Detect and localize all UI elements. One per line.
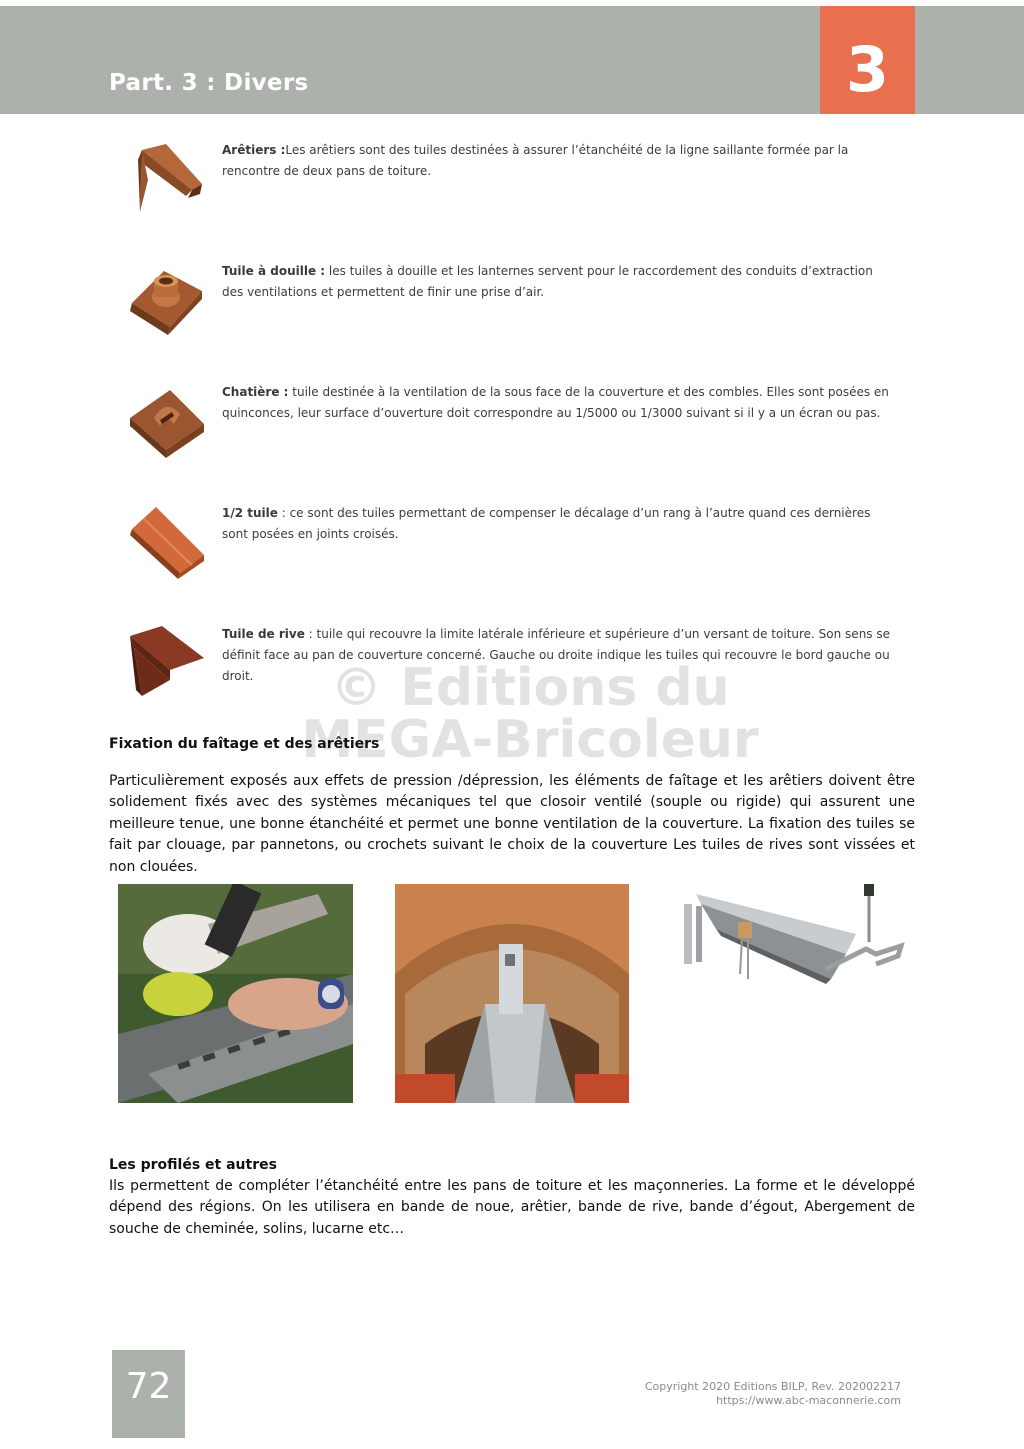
- tile-definition: les tuiles à douille et les lanternes servent pour le raccordement des conduits d’extraction des ventilations et permettent de finir une prise d’air.: [222, 264, 873, 299]
- copyright-text: Copyright 2020 Editions BILP, Rev. 202002217: [644, 1380, 901, 1393]
- tile-term: Chatière :: [222, 385, 289, 399]
- douille-tile-icon: [126, 263, 206, 343]
- tile-term: Arêtiers :: [222, 143, 286, 157]
- tile-description: [222, 503, 892, 545]
- watermark-line-2: MEGA-Bricoleur: [301, 710, 759, 770]
- chatiere-tile-icon: [126, 384, 206, 464]
- section-heading-profiles: Les profilés et autres: [109, 1157, 277, 1173]
- half-tile-icon: [126, 503, 206, 583]
- tile-description: [222, 140, 892, 182]
- chapter-number-badge: 3: [820, 6, 915, 114]
- paragraph-fixation: Particulièrement exposés aux effets de pression /dépression, les éléments de faîtage et les arêtiers doivent être solidement fixés avec des systèmes mécaniques tel que closoir ventilé (souple ou rigide) qui assurent une meilleure tenue, une bonne étanchéité et permet une bonne ventilation de la couverture. La fixation des tuiles se fait par clouage, par pannetons, ou crochets suivant le choix de la couverture Les tuiles de rives sont vissées et non clouées.: [109, 773, 915, 875]
- footer-credits: [645, 1380, 901, 1408]
- tile-definition: tuile destinée à la ventilation de la sous face de la couverture et des combles. Elles sont posées en quinconces, leur surface d’ouverture doit correspondre au 1/5000 ou 1/3000 suivant si il y a un écran ou pas.: [222, 385, 889, 420]
- tile-definition: Les arêtiers sont des tuiles destinées à assurer l’étanchéité de la ligne saillante formée par la rencontre de deux pans de toiture.: [222, 143, 849, 178]
- tile-description: [222, 261, 892, 303]
- section-heading-fixation: Fixation du faîtage et des arêtiers: [109, 736, 380, 752]
- tile-term: Tuile à douille :: [222, 264, 326, 278]
- photo-ridge-profiles-accessories: [676, 884, 912, 1103]
- paragraph-profiles: Ils permettent de compléter l’étanchéité entre les pans de toiture et les maçonneries. La forme et le développé dépend des régions. On les utilisera en bande de noue, arêtier, bande de rive, bande d’égout, Abergement de souche de cheminée, solins, lucarne etc…: [109, 1178, 915, 1237]
- aretier-tile-icon: [126, 140, 206, 220]
- website-link[interactable]: https://www.abc-maconnerie.com: [716, 1394, 901, 1407]
- photo-ridge-hook-fixing: [395, 884, 629, 1103]
- photo-hammer-nailing: [118, 884, 353, 1103]
- tile-description: [222, 382, 892, 424]
- watermark-line-1: © Editions du: [330, 658, 730, 718]
- page-number: 72: [112, 1350, 185, 1438]
- rive-tile-icon: [126, 624, 206, 704]
- tile-term: Tuile de rive: [222, 627, 305, 641]
- tile-definition: : tuile qui recouvre la limite latérale inférieure et supérieure d’un versant de toiture. Son sens se définit face au pan de couverture concerné. Gauche ou droite indique les tuiles qui recouvre le bord gauche ou droit.: [222, 627, 890, 683]
- tile-term: 1/2 tuile: [222, 506, 278, 520]
- tile-definition: : ce sont des tuiles permettant de compenser le décalage d’un rang à l’autre quand ces dernières sont posées en joints croisés.: [222, 506, 871, 541]
- part-title: Part. 3 : Divers: [109, 70, 309, 96]
